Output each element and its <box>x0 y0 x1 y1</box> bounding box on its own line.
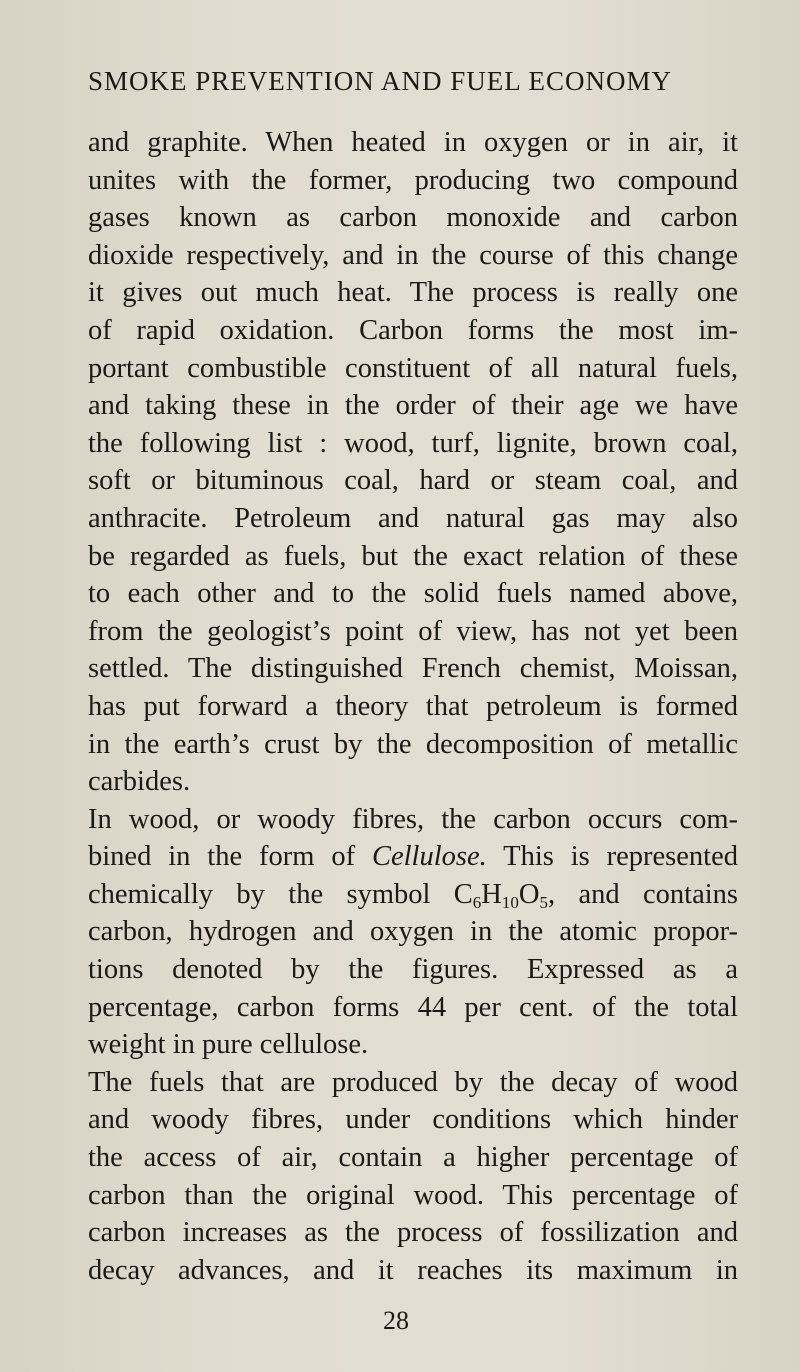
text-line: percentage, carbon forms 44 per cent. of the total <box>88 991 738 1023</box>
text-line: has put forward a theory that petroleum is formed <box>88 690 738 722</box>
running-head: SMOKE PREVENTION AND FUEL ECONOMY <box>88 66 673 96</box>
text-line: soft or bituminous coal, hard or steam coal, and <box>88 465 738 497</box>
text-line: weight in pure cellulose. <box>88 1029 369 1061</box>
body-text <box>88 124 738 1289</box>
text-span: bined in the form of <box>88 841 372 873</box>
text-line: of rapid oxidation. Carbon forms the most im- <box>88 314 738 346</box>
text-line: from the geologist’s point of view, has not yet been <box>88 615 738 647</box>
text-span: H <box>481 878 502 910</box>
subscript: 6 <box>472 892 482 912</box>
text-line: carbon than the original wood. This percentage of <box>88 1179 738 1211</box>
text-line: In wood, or woody fibres, the carbon occurs com- <box>88 803 738 835</box>
text-line: portant combustible constituent of all natural fuels, <box>88 352 738 384</box>
text-line: settled. The distinguished French chemist, Moissan, <box>88 653 738 685</box>
text-line: The fuels that are produced by the decay of wood <box>88 1066 738 1098</box>
page-number: 28 <box>383 1306 409 1335</box>
text-span: O <box>518 878 540 910</box>
text-line: be regarded as fuels, but the exact relation of these <box>88 540 738 572</box>
subscript: 10 <box>501 892 519 912</box>
text-line: the access of air, contain a higher percentage of <box>88 1142 738 1174</box>
text-line: and taking these in the order of their age we have <box>88 390 738 422</box>
text-line: anthracite. Petroleum and natural gas may also <box>88 502 738 534</box>
text-line: decay advances, and it reaches its maximum in <box>88 1254 738 1286</box>
text-span: This is represented <box>486 841 738 873</box>
text-line <box>88 838 738 876</box>
text-line: the following list : wood, turf, lignite, brown coal, <box>88 427 738 459</box>
text-line <box>88 876 738 914</box>
text-span: , and contains <box>547 878 738 910</box>
text-line: gases known as carbon monoxide and carbon <box>88 202 738 234</box>
text-line: carbides. <box>88 766 191 798</box>
text-line: tions denoted by the figures. Expressed as a <box>88 954 738 986</box>
text-line: and woody fibres, under conditions which hinder <box>88 1104 738 1136</box>
text-line: carbon increases as the process of fossilization and <box>88 1217 738 1249</box>
text-line: it gives out much heat. The process is really one <box>88 277 738 309</box>
subscript: 5 <box>539 892 548 912</box>
text-line: to each other and to the solid fuels named above, <box>88 578 738 610</box>
text-line: and graphite. When heated in oxygen or in air, it <box>88 127 738 158</box>
cellulose-term: Cellulose. <box>371 841 487 873</box>
text-span: chemically by the symbol C <box>88 878 473 910</box>
text-line: dioxide respectively, and in the course of this change <box>88 239 738 271</box>
text-line: carbon, hydrogen and oxygen in the atomic propor- <box>88 916 738 948</box>
text-line: unites with the former, producing two compound <box>88 164 738 196</box>
text-line: in the earth’s crust by the decomposition of metallic <box>88 728 738 760</box>
